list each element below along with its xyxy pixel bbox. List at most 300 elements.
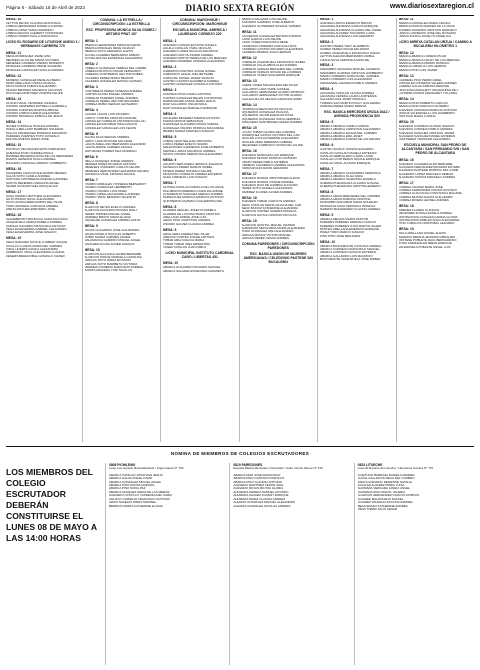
member-name: GONZALEZ GONZALEZ LUIS FELIPE — [84, 126, 137, 130]
mesa-number: MESA: 17 — [241, 172, 257, 177]
member-name: ABARCA ABARCA KARINA DE LAS NIEVES — [320, 138, 381, 142]
mesa-block — [399, 18, 473, 39]
member-name: ALARCON PONCE MARCELA CAROLINA — [84, 255, 142, 259]
mesa-number: MESA: 9 — [163, 227, 177, 232]
member-name: HINOJOSA DROGUETT MAGDALENA DE L — [398, 88, 459, 92]
member-name: JORQUERA SANTIBAÑEZ CESAR ANDRES — [241, 120, 303, 124]
member-name: PONTIGO VELASQUEZ EDITH FERNANDA — [6, 148, 66, 152]
mesa-number: MESA: 5 — [84, 131, 98, 136]
mesa-block — [6, 98, 80, 119]
member-name: PEREZ TORRES MIGUEL ANGEL — [84, 212, 131, 216]
member-name: SALAS SOTO CAMILA ANDREA — [6, 174, 50, 178]
member-name: ACUNA SILVA SERGIO ANDRES — [84, 136, 130, 140]
member-name: TOBAR TOBAR INES ERNESTINA — [163, 242, 211, 246]
mesa-block — [242, 220, 316, 241]
mesa-block — [163, 229, 237, 250]
college-member-name: ALEGRIA GONZALEZ NICOLAS ANDRES — [233, 504, 291, 508]
mesa-number: MESA: 19 — [6, 236, 22, 241]
mesa-block — [242, 57, 316, 78]
member-name: MOYA MUNOZ FABIAN ALEJANDRO — [6, 85, 57, 89]
member-name: AHUMADA AHUMADA CARLOS ENRIQUE — [320, 25, 379, 29]
mesa-block — [85, 249, 159, 273]
mesa-block — [242, 197, 316, 218]
member-name: ALARCON QUINTUL MIGUEL MAXIMO — [241, 223, 296, 227]
college-member-name: ALVIAL GALLEGOS DELIA DEL CARMEN — [357, 477, 415, 481]
member-name: ARIAS PINO CHRISTIAN ANDRES — [163, 219, 211, 223]
member-name: MARAMBIO GUZMAN CRISTIAN HUMBERTO — [320, 71, 383, 75]
member-name: NUNEZ CUMSILLE PAULINA ANDREA — [6, 125, 59, 129]
mesa-block — [242, 104, 316, 125]
mesa-number: MESA: 3 — [84, 85, 98, 90]
mesa-number: MESA: 1 — [320, 18, 334, 21]
member-name: CABEZAS BUSTOS OSCAR FERNANDO — [84, 70, 141, 74]
member-name: ORMENO CALDERON CARMEN ALEJANDRA — [241, 164, 305, 167]
member-name: ABARCA ABARCA CAMILA NORMA — [320, 125, 369, 129]
member-name: LAGOS ARELLANO BERNARDO ALEJANDR — [84, 143, 146, 147]
member-name: ITURRIAGA MEZA MATIAS NICOLAS — [241, 107, 293, 111]
college-member-name: ALVAREZ VALENCIA PAULINA ANDREA — [357, 501, 413, 505]
member-name: ABARCA ABARCA EMA JANET — [320, 135, 363, 139]
member-name: ROJAS RAVELO NICOLAS ALBERTO — [84, 232, 136, 236]
mesa-number: MESA: 7 — [163, 181, 177, 186]
college-member-name: ALVAREZ MALDONADO RAFAEL — [357, 497, 404, 501]
college-member-name: BEAS ERAZO KATHERINE ANDREA — [357, 504, 408, 508]
member-name: PAREDES PAREDES JUAN MARTIN VALERI — [320, 224, 382, 228]
mesa-block — [85, 86, 159, 107]
member-name: SANTIN MENESES CAROLINA ANGEL — [6, 181, 60, 185]
college-column — [105, 463, 225, 665]
mesa-number: MESA: 4 — [163, 111, 177, 116]
mesa-number: MESA: 12 — [6, 73, 22, 78]
constitution-notice: LOS MIEMBROS DEL COLEGIO ESCRUTADOR DEBERÁN CONSTITUIRSE EL LUNES 08 DE MAYO A LAS 14:00 HORAS — [6, 467, 97, 543]
polling-place-heading: ESCUELA MUNICIPAL AMERICA / LAUREANO CORNEJO 220 — [172, 28, 227, 37]
member-name: VEGA NARVAEZ NICOLE LUSBERY RAQUE — [6, 241, 68, 245]
member-name: MUNOZ BRIONES MAURICIO ALFONSO — [6, 88, 63, 92]
member-name: ABARCA ABARCA KASSANDRA VERONICA — [320, 171, 381, 175]
member-name: ABARCA SOTO GERARDO ALEXIS — [84, 50, 134, 54]
member-name: IZQUIERDO GONZALEZ SOFIA HERMINIA — [241, 117, 301, 121]
member-name: MONSALVA SILVA VERONICA PATRICIA — [320, 204, 376, 208]
member-name: SOTO ZUNIGA BERNARDITA DEL PILAR — [6, 201, 63, 205]
member-name: SHAER KUNCAR NAEL RAFIQ ELIAS — [6, 184, 58, 188]
member-name: CARRENO CASTRO RICARDO ALEJANDRO — [241, 47, 304, 51]
member-name: CORNEJO VALENZUELA FRANCISCA ISABEL — [241, 61, 306, 65]
member-name: CORNEJO YANEZ GUILLERMO ENRIQUE — [241, 74, 300, 78]
member-name: ALARCON ALICANGA JAVIER BERNABE — [84, 252, 141, 256]
member-name: GONZALEZ ESCOBAR ISSA IGNACIO — [84, 123, 138, 127]
member-name: MONDACA VIDAL KRISHNA NICOLE — [84, 173, 136, 176]
college-heading: 0808 PICHILEMU — [109, 463, 136, 467]
member-name: CASTRO ZUÑIGA YANSON EDUARDO — [320, 148, 374, 152]
member-name: ABARCA PINO ROBERTO CARLOS — [398, 101, 448, 105]
member-name: RAMOS LEPEMAN PAULA ANDREA — [6, 158, 56, 162]
member-name: ACEVEDO GUTIERREZ SUSANA YARMEN — [241, 24, 301, 28]
member-name: VALENZUELA CERDA PAMELA ANDREA — [6, 221, 63, 225]
member-name: ABARCA ABARCA CHRISTIAN ALEJANDRO — [320, 128, 381, 132]
member-name: ALVAREZ SEGUEL JOSELYN PAMELA — [163, 209, 217, 213]
member-name: MORENO GONZALEZ RENE ALFREDO — [6, 78, 61, 82]
mesa-block — [85, 179, 159, 200]
member-name: OSORIO LISBOA KARINA ALEJANDRA — [6, 111, 60, 115]
mesa-block — [163, 89, 237, 110]
mesa-number: MESA: 7 — [84, 177, 98, 182]
member-name: ROJAS GUAJARDO JOSE ALEJANDRO — [84, 229, 140, 233]
mesa-number: MESA: 9 — [320, 213, 334, 218]
member-name: SAAVEDRA CHACON ALEJANDRO BENEDI — [6, 171, 67, 175]
member-name: MUNOZ VALENZUELA LUIS HUMBERTO — [398, 111, 455, 115]
member-name: MENESES CORDERO CARLOS FELIPE — [84, 166, 140, 170]
mesa-number: MESA: 2 — [320, 40, 334, 45]
member-name: OSORIO GALVEZ CLAUDIA ANDREA — [163, 222, 215, 226]
member-name: QUEZADA POZO ANDREA PAOLA — [6, 151, 54, 155]
member-name: GALVEZ LAGOS LUIS RICARDO — [84, 113, 130, 117]
member-name: ACEVEDO GARRIDO JOSE ALBERTO — [241, 21, 295, 25]
member-name: PALOMINOS PAREDES CAROLINA ANDRE — [163, 189, 223, 193]
mesa-number: MESA: 15 — [241, 125, 257, 130]
member-name: ALVAREZ DE LA ROSA MARIA CRISTINA — [163, 212, 220, 216]
member-name: GUERRA PUENZALIDA CLAUDIA SUSANA — [320, 181, 380, 185]
member-name: ACEVEDO MORALES LUIS ENRIQUE — [241, 153, 294, 157]
mesa-number: MESA: 14 — [6, 120, 22, 125]
member-name: OLEA CORNEJO LUIS IGNACIO — [163, 176, 208, 180]
member-name: ABARCA CORNEJO FRANCISCO MANUEL — [320, 247, 380, 251]
mesa-number: MESA: 17 — [398, 180, 414, 185]
member-name: PARRAGUEZ MORAGA MARCOS ANTONIO — [163, 196, 224, 200]
member-name: CARO YAÑEZ FRANCISCA RENE — [241, 41, 288, 45]
mesa-number: MESA: 15 — [6, 143, 22, 148]
column-6 — [399, 18, 475, 442]
mesa-number: MESA: 3 — [163, 88, 177, 93]
member-name: MENESES HERNANDEZ LEONARDO MAURIC — [84, 169, 150, 173]
college-member-name: ARIAS NAVEJAS PRENI MARISEL — [109, 501, 157, 505]
member-name: MARAMBIO AHUMADA MANUEL ALFREDO — [320, 68, 380, 72]
college-address: Liceo El Rosario de Litueche / Hermanos Carrera N° 770 — [357, 466, 434, 470]
college-member-name: AHUMADA PINO MAKOL VALERIA — [357, 490, 406, 494]
member-name: ACEVEDO RUIZ DE GAMBOA ALFONSO — [241, 183, 298, 187]
member-name: ZAMBRANO VIDAL ALEJANDRA CLAUDIA — [6, 251, 65, 255]
member-name: PEREZ SOTO DANIELA ALEJANDRA — [241, 187, 293, 191]
member-name: LORCA PEREZ EVELYN SIGRID — [163, 143, 208, 147]
member-name: ABARCA ABARCA PEDRO PATRICIO — [398, 62, 450, 66]
member-name: CABELLO GONZALEZ TERESA DEL CARME — [84, 66, 147, 70]
member-name: CARRIZOS FUENTES JOSUE DANIEL — [163, 70, 216, 74]
college-member-name: ALEGRIA GONZALEZ MANUEL ALEJANDRO — [233, 501, 296, 505]
mesa-number: MESA: 13 — [398, 73, 414, 78]
college-member-name: BERRIOS PARRA CATHERINE ELIANA — [109, 504, 163, 508]
member-name: MELLA VASQUEZ JORGE ANDRES — [84, 159, 134, 163]
member-name: ACEVEDO GONZALEZ ROSA ANGELA — [163, 43, 217, 47]
member-name: GODOY CORTES CRISTIAN MANUEL — [84, 116, 138, 120]
member-name: ALARCON GATICA CRISTIAN NICOLAS — [241, 213, 297, 217]
member-name: SOTO PRADO NICOL ALEJANDRA — [6, 198, 55, 202]
mesa-number: MESA: 18 — [241, 195, 257, 200]
member-name: SANCHEZ ACUNA JAVIER IGNACIO — [84, 242, 135, 246]
member-name: VERDEJO ROMERO MARCIANO ANDREA — [84, 265, 144, 269]
member-name: SALAZAR DIAZ JANET PRISCILA — [320, 98, 367, 102]
college-member-name: ACEVEDO MARTINEZ FELIPE SAUL — [233, 483, 284, 487]
member-name: CORTES GONZALEZ BELEN CONSTANZA — [163, 96, 223, 100]
mesa-number: MESA: 15 — [398, 120, 414, 125]
mesa-number: MESA: 5 — [320, 120, 334, 125]
mesa-block — [163, 66, 237, 87]
member-name: MAULEN VERA JEREMIAS GABRIEL — [241, 140, 293, 144]
mesa-number: MESA: 17 — [6, 189, 22, 194]
mesa-block — [85, 225, 159, 246]
member-name: OPAZO PEREZ PABLO ESTEBAN — [241, 160, 289, 164]
member-name: QUINTEROS GUZMAN GUILLERMINA DEL — [163, 199, 223, 203]
member-name: CARRENO IBARRA JULIO HERNAN — [241, 51, 292, 55]
member-name: PAZ PALOMINOS MARIA JOSE — [6, 138, 49, 142]
mesa-number: MESA: 19 — [241, 218, 257, 223]
member-name: AHUMADA CEPEDA LAURA HORTENSIA — [320, 94, 377, 98]
college-member-name: ABARCA PINO SOFIA PAZ — [109, 487, 146, 491]
member-name: IBARRA NUNEZ MARCELO IGNACIO — [163, 129, 215, 133]
member-name: MENDEZ ULLOA DE MARIA VICTORIA — [6, 58, 60, 62]
member-name: CACERES PEREZ MARIA BEATRIZ — [84, 76, 134, 80]
member-name: ALISTEA CATALAN FABIOLA DE LOS ANGE — [163, 186, 224, 190]
member-name: VEGA ECHEVERRIA GABRIEL ALEJANDRO — [6, 228, 67, 231]
member-name: MORALES GONZALEZ NATALIA ANDREA — [6, 68, 64, 72]
member-name: GALLEGUILLOS ZELADA CAROLINA ANDR — [241, 97, 302, 101]
member-name: AHUMADA CATALAN LILIANA ANDREA — [320, 91, 375, 95]
member-name: LIZANA SILVA VERONICA MATILDE — [320, 58, 370, 62]
member-name: ZAPATA ARAVENA YURI NICOLAS — [84, 269, 132, 273]
member-name: CORNEJO PAREDES ANGEL ANDRES — [84, 96, 139, 100]
member-name: BARRIOS MEDINA JEOSSON ABRAHAM — [398, 235, 456, 239]
mesa-block — [85, 63, 159, 84]
member-name: DIAZ GONZALEZ MARCELO ENRIQUE — [163, 106, 218, 110]
member-name: ABARCA SALAZAR LUIS FELIPE — [241, 18, 287, 21]
member-name: ABARCA GALLARDO LUIS MAURICIO — [320, 254, 373, 258]
member-name: CASTRO PEREZ YENY ELIZABETH — [320, 45, 370, 49]
member-name: AGUILERA SANCHEZ DANIEL ESTEBAN — [398, 135, 456, 139]
polling-place-heading: LICEO MUNICIPAL INSTITUTO CARDENAL CARO / LIBERTAD 451 — [165, 250, 235, 259]
member-name: AGUILERA BECERRA MARINA ANTONIO — [163, 116, 220, 120]
mesa-number: MESA: 18 — [398, 204, 414, 209]
member-name: LISBOA HERNANDEZ DANIELA AURORA — [6, 25, 64, 29]
member-name: VEGA ECHEVERRIA JOSE IGNACIO — [6, 231, 57, 235]
member-name: ABARCA ARIAS MERCEDES DEL CARMEN — [320, 194, 381, 198]
member-name: VARGAS SOTO MARIBETH VICTORIA — [84, 262, 138, 266]
member-name: SALAMANCA GARRIDO MIGUEL ANGEL — [84, 239, 141, 243]
member-name: AEDO CATALAN MARIA IGNACIA DEL CAR — [241, 203, 302, 207]
member-name: CARRASCO MOREIRA CAROLINA ROS — [241, 44, 297, 48]
mesa-block — [6, 144, 80, 165]
member-name: ABARCA PINO LUIS JAVIER — [398, 68, 438, 72]
member-name: ALTAMIRANO SANCHEZ SERGIO ANDRES — [163, 192, 223, 196]
member-name: ABARCA MORALES RENE IGNACIO — [84, 46, 135, 50]
member-name: CORREA RUBIO SERGIO LEONARDO — [84, 103, 138, 107]
mesa-block — [399, 205, 473, 226]
mesa-number: MESA: 10 — [6, 18, 22, 21]
mesa-block — [399, 52, 473, 73]
member-name: BUSTAMANTE VALENZUELA JOSE ROBER — [320, 257, 381, 261]
member-name: CALDERON GONZALEZ BAYRON DAMIAN — [241, 34, 301, 38]
member-name: RAMIREZ BRAVO MARIA ELIANA — [84, 216, 131, 220]
polling-place-heading: ESC. BASICA MERCEDES URZUA DIAZ / AVENIDA PROVIDENCIA S/N — [324, 109, 390, 118]
member-name: ABARCA MENAIS MARIO PASTOR — [320, 217, 369, 221]
college-member-name: ABARCA CATALAN JONATHAN JESUS — [109, 473, 163, 477]
mesa-number: MESA: 6 — [84, 154, 98, 159]
mesa-block — [320, 18, 394, 39]
mesa-number: MESA: 13 — [6, 96, 22, 101]
member-name: MENDEZ PAVEZ RICARDO ANTONIO — [84, 162, 137, 166]
college-address: Liceo Luis Agustín Rossi Edwards / Ángel Gaete N° 750 — [109, 466, 184, 470]
member-name: ALVARADO MUNOZ MARCELO ANDRES — [398, 175, 456, 179]
member-name: TOBAR ARIA IGNACIA MARIA — [163, 239, 205, 243]
member-name: VIDAL HUERTA CAMILA ALEXANDRA — [6, 247, 58, 251]
college-column — [354, 463, 474, 665]
member-name: GOMEZ VALENZUELA FRANCISCA IGNACI — [320, 51, 381, 55]
mesa-block — [6, 237, 80, 258]
mesa-block — [320, 214, 394, 238]
member-name: CARRASCO LEANA JAEL BETSABE — [163, 73, 214, 77]
member-name: ABARCA ABARCA OLGA NIDIA — [320, 174, 363, 178]
member-name: LOBAN LEIVA NELIA ELVIRA ROSA — [163, 139, 212, 143]
mesa-block — [242, 173, 316, 194]
member-name: GOMEZ PEREZ OSCAR EDUARDO — [320, 48, 370, 52]
college-member-name: ABARCA PINO MAYRA MARISOL — [109, 483, 155, 487]
column-1 — [6, 18, 83, 442]
member-name: MATUS OSORIO SEBASTIAN ALEJANDRO — [163, 153, 223, 157]
member-name: ACEVEDO CORNEJO PABLO ANDRES — [398, 128, 453, 132]
mesa-number: MESA: 16 — [398, 157, 414, 162]
member-name: MELENDEZ ZUNIGA ESTELA ANDREA — [398, 212, 453, 216]
member-name: ABARCA GUAJARDO RICARDO MANUEL — [163, 266, 221, 270]
member-name: PASTENE POBLETE RAUL BERNARDINO — [398, 238, 457, 242]
mesa-block — [6, 168, 80, 189]
member-name: ABARCA ABARCA VALENTINA DANIELA — [320, 178, 376, 182]
mesa-block — [163, 113, 237, 134]
member-name: MONDACA PEREZ MARLIN ISABEL — [163, 166, 213, 170]
member-name: TORO GONZALEZ IVAN ALEJANDRO — [241, 230, 294, 234]
member-name: ARRATIA CORTES JORGE ANTONIO — [163, 235, 215, 239]
member-name: ACEVEDO MATUS INGRID ANDREA — [163, 53, 214, 57]
member-name: TORO ANDRADE ESTEBAN ENRIQUE — [398, 242, 452, 246]
member-name: MARIN CORDERO SORAYA DEL CARMEN — [320, 75, 379, 79]
website-url[interactable]: www.diariosextaregion.cl — [389, 3, 474, 10]
member-name: CACERES GONZALEZ MATIAS GUZMAN — [84, 80, 142, 84]
mesa-number: MESA: 11 — [241, 29, 257, 34]
polling-place-heading: ESC. BASICA UNION DE MUJERES AMERICANAS / CELEDONIO PASTENE S/N BUCALEMU — [243, 252, 313, 265]
member-name: DARRIGRANDI ASSAD MARIA JESUS — [163, 100, 216, 103]
column-4 — [242, 18, 319, 442]
member-name: CORREA RIVERA LEONEL ANDRES — [398, 199, 449, 203]
mesa-number: MESA: 6 — [163, 158, 177, 163]
mesa-number: MESA: 8 — [84, 201, 98, 206]
member-name: AGUILERA FERNANDEZ RICARDO ESTEBA — [398, 165, 461, 169]
member-name: SANTANA CONTRERAS MARCELA ANDREA — [6, 178, 68, 182]
column-3 — [163, 18, 240, 442]
member-name: CASTRO GONZALEZ GONZALO ANTONIO — [163, 83, 223, 87]
member-name: MENESES CARRENO PEDRO MODESTO — [6, 62, 64, 66]
member-name: ABARCA ARIAS RAMONA CRISTINA — [320, 198, 371, 202]
member-name: ALVARADO LOPEZ MARCELO DEMIAN — [398, 172, 454, 176]
mesa-number: MESA: 10 — [84, 247, 100, 252]
member-name: ACUNA CACERES BERNARDO FABIAN — [84, 53, 140, 57]
member-name: CORNEJO PIÑA CAMILA ANTONIA — [163, 93, 212, 97]
mesa-block — [6, 75, 80, 96]
mesa-block — [163, 136, 237, 157]
member-name: URZUA ZUNIGA JOCELYN ANGELICA — [398, 35, 451, 39]
member-name: GUERRA PUENZALIDA CRISTINA ERNESTI — [320, 184, 381, 188]
member-name: JIMENEZ FLORES GUSTAVO — [398, 208, 440, 212]
member-name: PADILLA MELLADO BARBARA SOLEDAD — [6, 128, 64, 132]
column-5 — [320, 18, 397, 442]
member-name: CORREA FERNANDEZ OSCAR GUSTAVO — [398, 189, 457, 193]
member-name: ARELLANO ARRUE JOSE LUIS — [163, 216, 207, 220]
member-name: ABARCA BUSTAMANTE CATALINA ANDREA — [320, 244, 382, 248]
mesa-block — [320, 191, 394, 212]
member-name: MARIN CORDERO LUIS ALEJANDRO — [320, 78, 373, 82]
mesa-number: MESA: 12 — [398, 50, 414, 55]
member-name: ABARCA ABARCA NALDY DE LAS MERCED — [398, 58, 460, 62]
mesa-block — [242, 18, 316, 28]
member-name: ACEVEDO TOBAR CAROLYN ANDREA — [241, 200, 296, 204]
member-name: GONZALEZ GUAJARDO ROSA NOEMIA — [163, 123, 219, 127]
polling-place-heading: COMUNA: MARCHIGUE / CIRCUNSCRIPCIÓN: MARCHIGUE — [172, 18, 228, 26]
mesa-block — [85, 202, 159, 223]
mesa-block — [6, 214, 80, 235]
member-name: VARGAS SOTO MARIA ROSARIO — [84, 259, 131, 263]
member-name: ABARCA LABARCA LUIS HERNAN — [398, 65, 447, 69]
member-name: ACEVEDO ROMAN CRISTOPHER ALEXIS — [241, 177, 300, 181]
member-name: VARGAS NAVARRO FRANCISCA ANTONIA — [6, 224, 66, 228]
polling-place-heading: ESCUELA MUNICIPAL SAN PEDRO DE ALCANTARA / SAN FERNANDO S/N / SAN PEDRO DE ALCANTARA — [401, 143, 470, 156]
page-header — [6, 3, 474, 16]
mesa-block — [85, 133, 159, 154]
member-name: LEYTON REYES CLAUDIA FRANCISCA — [6, 21, 61, 25]
member-name: CORNEJO VILLALOBOS ALEX ANDRES — [241, 64, 298, 68]
mesa-block — [320, 168, 394, 189]
member-name: ARCE VERA ANDREA DEL PILAR — [163, 232, 210, 236]
member-name: ACEVEDO CORNEJO ALVARO IGNACIO — [398, 125, 455, 129]
member-name: SILVA OSORIO MATTHEW ALEXANDRA — [6, 194, 62, 198]
member-name: PAVEZ TORO MARCO IGNACIO — [320, 231, 365, 235]
college-member-name: AHUMADA CHAVEZ JOHNNY ENRIQUE — [233, 494, 289, 498]
mesa-number: MESA: 14 — [398, 96, 414, 101]
member-name: CORREA CHAVEZ MARIA JOSE — [398, 185, 443, 189]
member-name: NAREDO MOHAMADEN CLAUDIA ANDREA — [320, 208, 381, 212]
member-name: PAIN PAIN MARIA LUISINA — [398, 115, 436, 119]
mesa-number: MESA: 11 — [6, 50, 22, 55]
member-name: GALLARDO HERNANDEZ VICTOR ALVARO — [241, 94, 302, 98]
member-name: MONTECINOS CANALES KARINA GLORIA — [398, 215, 458, 219]
member-name: FARIAS MUNOZ SEBASTIAN — [163, 119, 204, 123]
mesa-block — [320, 241, 394, 262]
mesa-number: MESA: 4 — [320, 86, 334, 91]
member-name: ACEVEDO SANCHEZ CRISTIAN JAVIER — [398, 131, 455, 135]
member-name: GONZALEZ CISTERNA VALERIA ANDREA — [398, 82, 457, 85]
college-member-name: AMAYA ACEVEDO DENNISSE NATALIA — [357, 480, 412, 484]
member-name: CARO GARCIA LUIS FELIPE — [241, 37, 282, 41]
college-member-name: AGUAYO CORNEJO FRANCISCO ANTONIO — [109, 497, 170, 501]
member-name: LAGOS ARRUE CARMEN CECILIA — [84, 146, 133, 150]
polling-place-heading: LICEO EL ROSARIO DE LITUECHE ANEXO 1 / HERMANOS CARRERA 770 — [6, 40, 80, 49]
member-name: PAREDES PAREDES HERNAN CARLOS — [320, 221, 376, 225]
member-name: RICHARD CARVAJAL FREDDY HUMBERTO — [6, 161, 67, 165]
member-name: ALARCON CORTEZ SANDRA PATRICIA — [241, 210, 297, 214]
mesa-number: MESA: 1 — [163, 38, 177, 43]
college-member-name: AGUILAR ALVAREZ MARIA LUISA — [357, 483, 405, 487]
member-name: MOSCOSO CORNEJO ANDREA ESTEBAN — [163, 173, 223, 176]
college-address: Escuela Básica Mercedes Urzúa Díaz / Avda. Doctor Moore N° 720 — [233, 466, 323, 470]
member-name: RAMIREZ FLORES JAVIER ANDRES — [241, 190, 293, 194]
mesa-block — [6, 18, 80, 39]
member-name: AHUMADA PASTENE PATRICIA DEL CARM — [398, 169, 459, 173]
member-name: TORO ARAVENA CAROLINA ANDREA — [6, 204, 59, 208]
member-name: LISBOA MACIAS CLEMENT CONSTANZA — [6, 31, 64, 35]
